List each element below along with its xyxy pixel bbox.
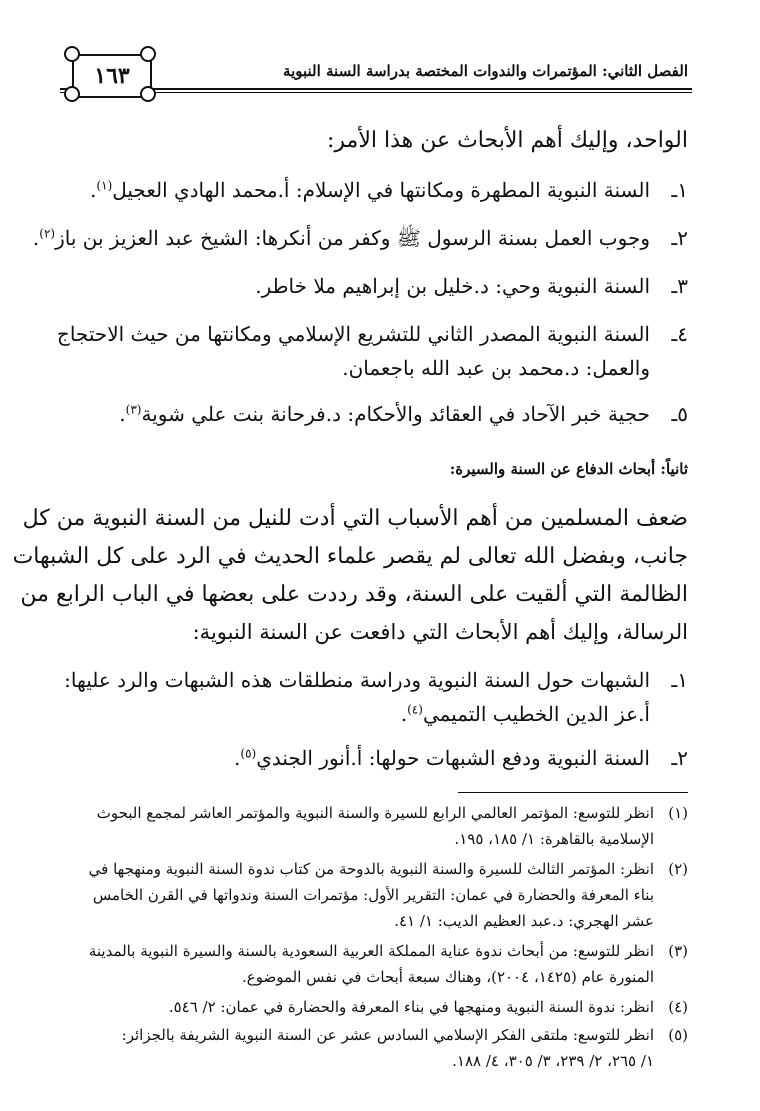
footnote: [60, 856, 688, 934]
list-item: [60, 402, 688, 426]
paragraph-line: جانب، وبفضل الله تعالى لم يقصر علماء الحديث في الرد على كل الشبهات: [12, 544, 688, 569]
footnote: [60, 994, 688, 1020]
list-item-continuation: [60, 702, 650, 726]
list-number: ٥ـ: [671, 402, 688, 426]
paragraph-line: ضعف المسلمين من أهم الأسباب التي أدت للنيل من السنة النبوية من كل: [22, 506, 688, 531]
footnote-line: الإسلامية بالقاهرة: ١/ ١٨٥، ١٩٥.: [454, 830, 654, 848]
chapter-title: الفصل الثاني: المؤتمرات والندوات المختصة بدراسة السنة النبوية: [283, 62, 688, 80]
footnote-line: عشر الهجري: د.عبد العظيم الديب: ١/ ٤١.: [394, 912, 654, 930]
list-text: أ.عز الدين الخطيب التميمي: [422, 702, 650, 726]
footnote-number: (٢): [668, 860, 688, 878]
corner-ornament-icon: [64, 86, 80, 102]
footnote-line: انظر: ندوة السنة النبوية ومنهجها في بناء المعرفة والحضارة في عمان: ٢/ ٥٤٦.: [168, 998, 654, 1016]
footnote-line: المنورة عام (١٤٢٥، ٢٠٠٤)، وهناك سبعة أبحاث في نفس الموضوع.: [242, 968, 654, 986]
footnote-number: (٣): [668, 942, 688, 960]
paragraph-line: الرسالة، وإليك أهم الأبحاث التي دافعت عن السنة النبوية:: [192, 620, 688, 644]
footnote-line: انظر للتوسع: المؤتمر العالمي الرابع للسيرة والسنة النبوية والمؤتمر العاشر لمجمع البحوث: [96, 804, 654, 822]
list-number: ٢ـ: [671, 746, 688, 770]
intro-line: الواحد، وإليك أهم الأبحاث عن هذا الأمر:: [326, 128, 688, 153]
footnote-number: (٤): [668, 998, 688, 1016]
footnote-ref: (٣): [125, 402, 142, 417]
footnote-ref: (٢): [39, 226, 56, 241]
list-item: [60, 274, 688, 298]
list-text: وجوب العمل بسنة الرسول ﷺ وكفر من أنكرها: الشيخ عبد العزيز بن باز: [55, 226, 650, 250]
list-text: السنة النبوية المطهرة ومكانتها في الإسلام: أ.محمد الهادي العجيل: [112, 178, 650, 202]
list-end: .: [119, 402, 126, 426]
list-item: [60, 668, 688, 692]
footnote-line: ١/ ٢٦٥، ٢/ ٢٣٩، ٣/ ٣٠٥، ٤/ ١٨٨.: [452, 1052, 654, 1070]
corner-ornament-icon: [140, 86, 156, 102]
section-heading: ثانياً: أبحاث الدفاع عن السنة والسيرة:: [449, 460, 688, 478]
corner-ornament-icon: [64, 46, 80, 62]
list-end: .: [234, 746, 241, 770]
list-item: [56, 322, 688, 346]
footnote-ref: (٤): [407, 702, 423, 717]
footnote: [60, 938, 688, 990]
footnote-line: بناء المعرفة والحضارة في عمان: التقرير الأول: مؤتمرات السنة وندواتها في القرن الخامس: [92, 886, 654, 904]
list-item: [60, 178, 688, 202]
footnote-line: انظر للتوسع: من أبحاث ندوة عناية المملكة العربية السعودية بالسنة والسيرة النبوية بالمدينة: [88, 942, 654, 960]
footnote-ref: (١): [96, 178, 113, 193]
list-number: ١ـ: [671, 178, 688, 202]
footnote: [60, 1022, 688, 1074]
list-text: الشبهات حول السنة النبوية ودراسة منطلقات هذه الشبهات والرد عليها:: [64, 668, 650, 692]
footnote-line: انظر للتوسع: ملتقى الفكر الإسلامي السادس عشر عن السنة النبوية الشريفة بالجزائر:: [121, 1026, 654, 1044]
list-end: .: [32, 226, 40, 250]
list-text: السنة النبوية وحي: د.خليل بن إبراهيم ملا خاطر.: [255, 274, 650, 298]
page-number: ١٦٣: [94, 63, 130, 89]
list-number: ٣ـ: [671, 274, 688, 298]
list-item: [60, 746, 688, 770]
list-item-continuation: والعمل: د.محمد بن عبد الله باجعمان.: [342, 356, 650, 380]
list-end: .: [400, 702, 408, 726]
footnote-number: (٥): [668, 1026, 688, 1044]
list-item: [32, 226, 688, 255]
list-number: ٢ـ: [671, 226, 688, 250]
list-text: حجية خبر الآحاد في العقائد والأحكام: د.فرحانة بنت علي شوية: [141, 402, 650, 426]
list-number: ٤ـ: [671, 322, 688, 346]
list-text: السنة النبوية المصدر الثاني للتشريع الإسلامي ومكانتها من حيث الاحتجاج: [56, 322, 650, 346]
footnote-line: انظر: المؤتمر الثالث للسيرة والسنة النبوية بالدوحة من كتاب ندوة السنة النبوية ومنهجها في: [88, 860, 654, 878]
list-end: .: [90, 178, 97, 202]
footnote: [60, 800, 688, 852]
list-number: ١ـ: [671, 668, 688, 692]
list-text: السنة النبوية ودفع الشبهات حولها: أ.أنور الجندي: [256, 746, 650, 770]
footnote-number: (١): [668, 804, 688, 822]
footnote-separator: [458, 792, 688, 793]
footnote-ref: (٥): [240, 746, 257, 761]
corner-ornament-icon: [140, 46, 156, 62]
paragraph-line: الظالمة التي ألقيت على السنة، وقد رددت على بعضها في الباب الرابع من: [20, 582, 688, 607]
